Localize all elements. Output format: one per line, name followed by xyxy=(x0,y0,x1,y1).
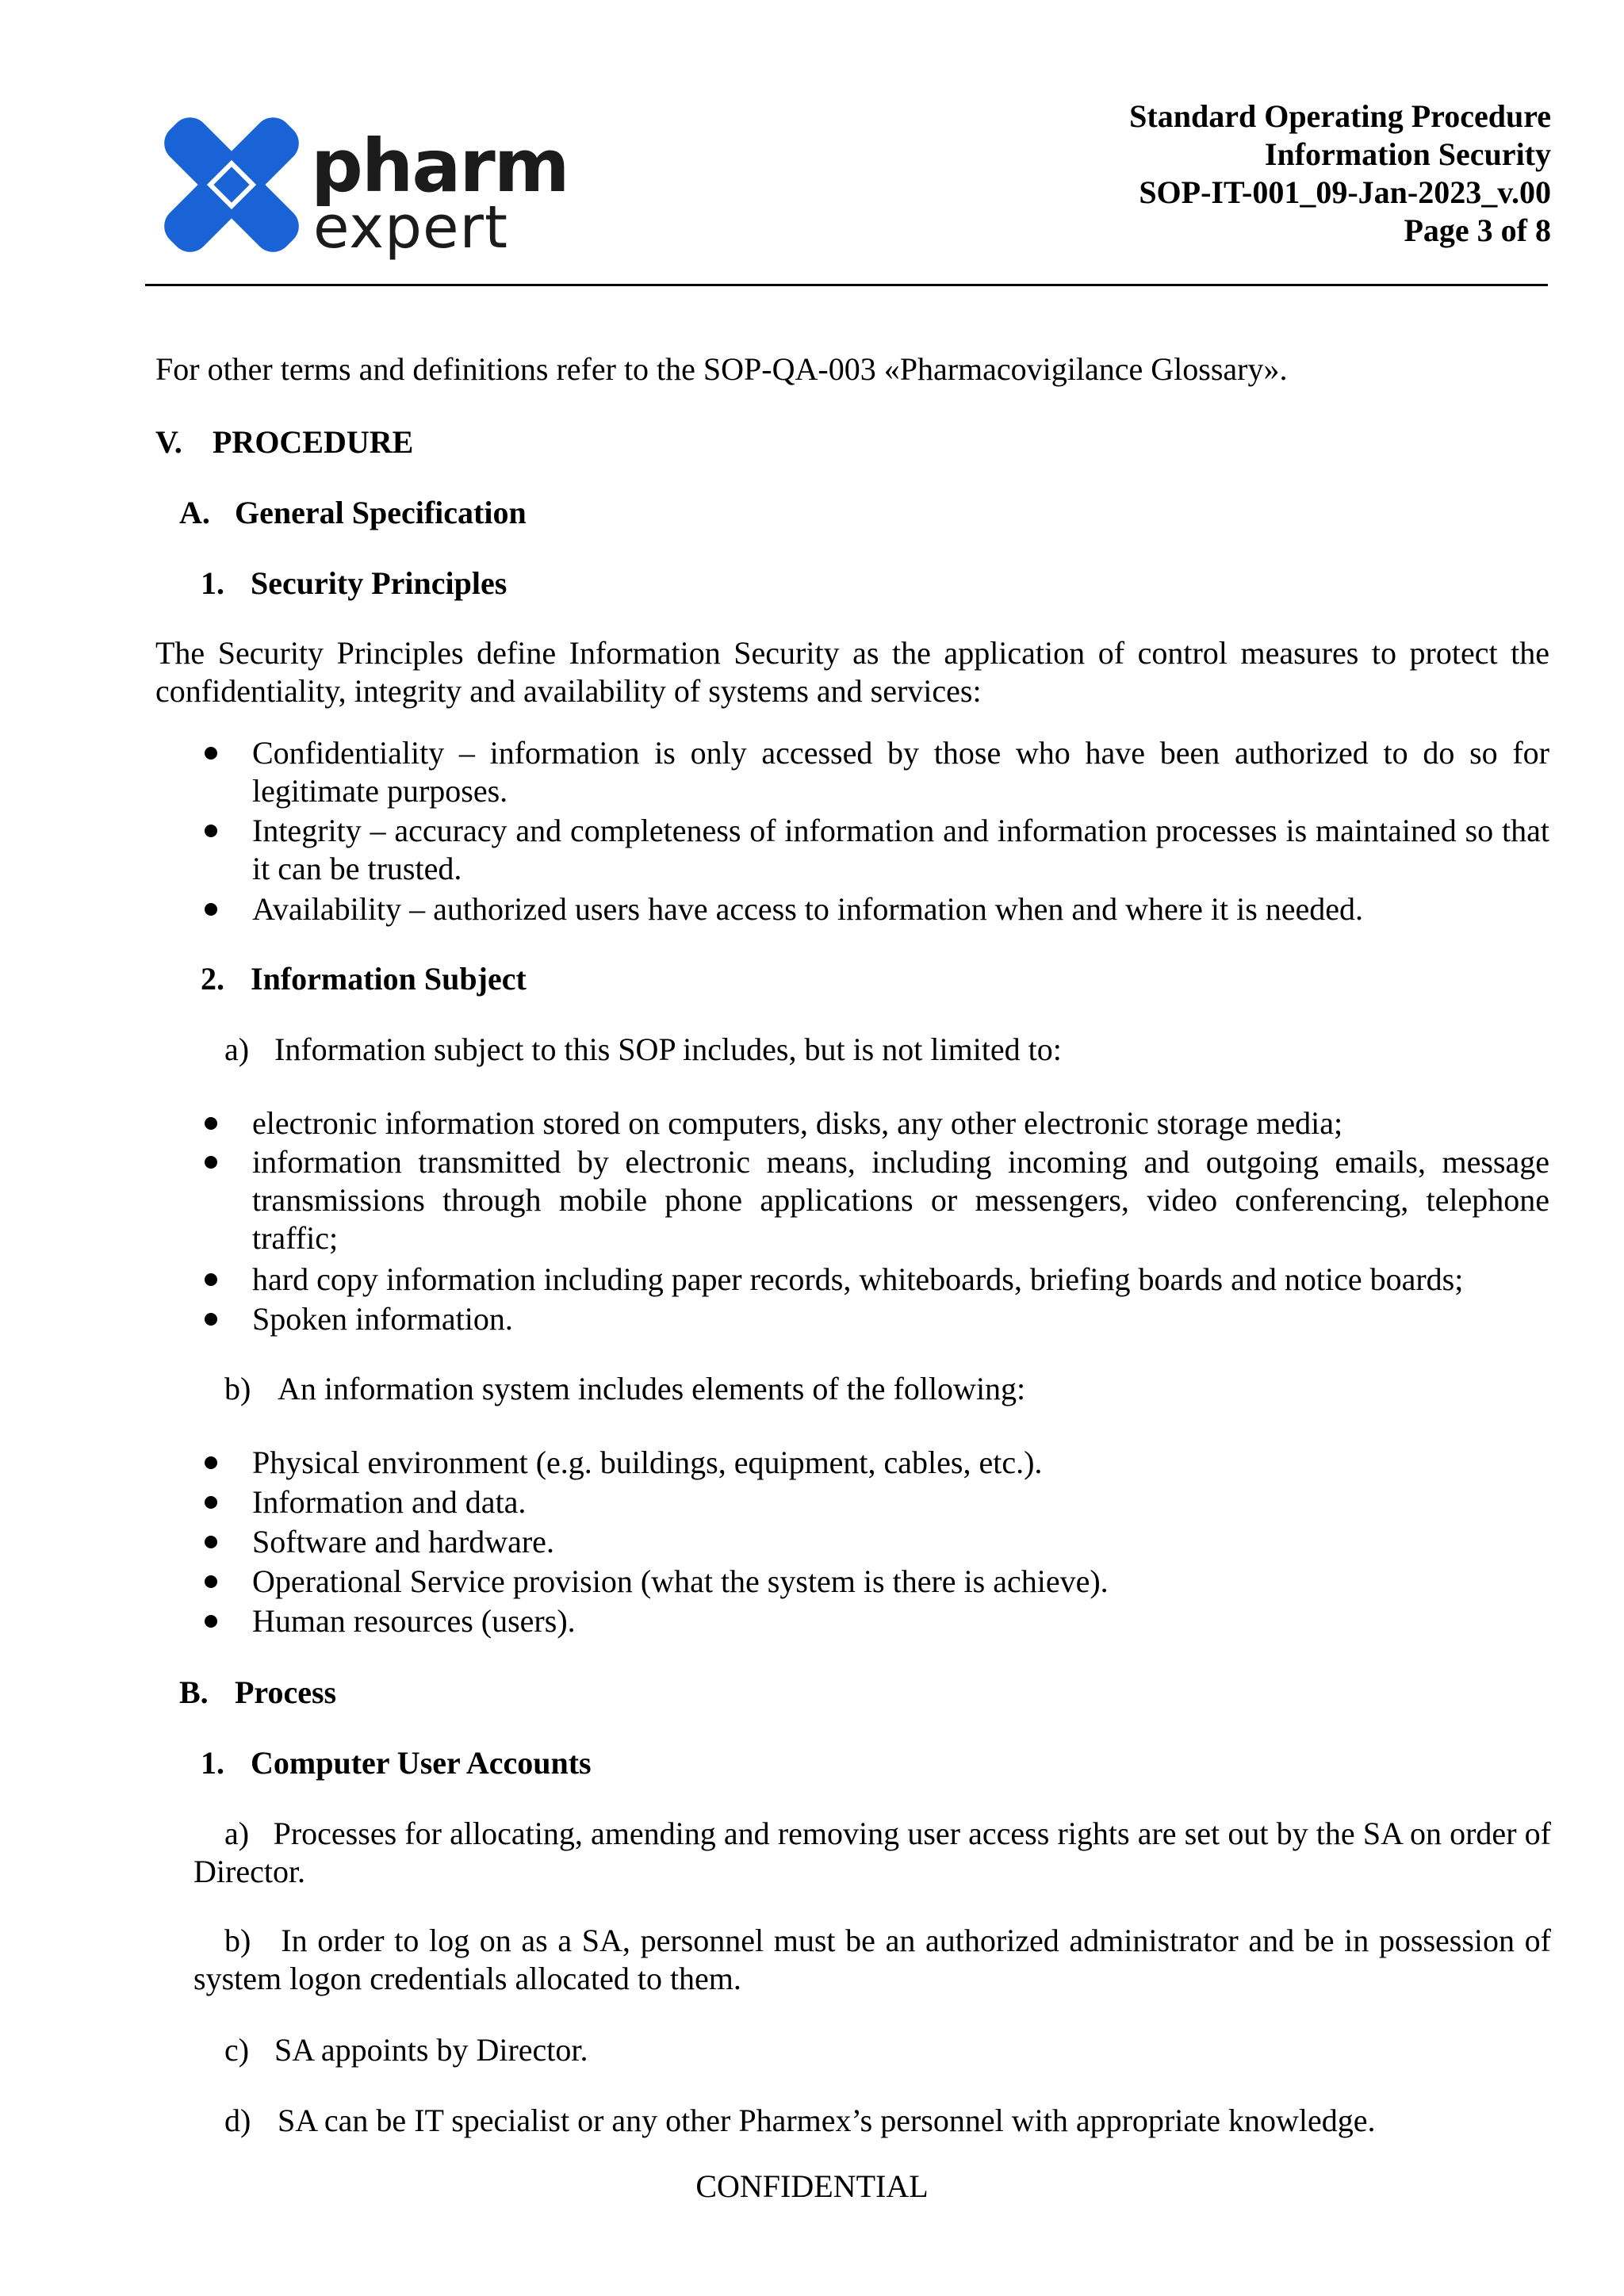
intro-text: For other terms and definitions refer to the SOP-QA-003 «Pharmacovigilance Glossary». xyxy=(155,351,1288,387)
a2-bullet-a-2: information transmitted by electronic means, including incoming and outgoing emails, message transmissions through mobile phone applications or messengers, video conferencing, telephone traffic; xyxy=(252,1144,1549,1256)
a2-number: 2. xyxy=(201,961,224,997)
x-mark-icon xyxy=(152,101,311,268)
a1-paragraph: The Security Principles define Information Security as the application of control measures to protect the confidentiality, integrity and availability of systems and services: xyxy=(155,635,1549,709)
bullet-dot xyxy=(205,1615,217,1628)
a1-bullet-3: Availability – authorized users have access to information when and where it is needed. xyxy=(252,891,1364,927)
a1-number: 1. xyxy=(201,565,224,601)
a2-item-a-text: Information subject to this SOP includes, but is not limited to: xyxy=(274,1031,1062,1067)
a2-bullet-a-1: electronic information stored on computers, disks, any other electronic storage media; xyxy=(252,1105,1343,1141)
a2-bullet-a-3: hard copy information including paper records, whiteboards, briefing boards and notice boards; xyxy=(252,1261,1464,1297)
subsection-b-title: Process xyxy=(235,1674,337,1710)
bullet-dot xyxy=(205,1536,217,1548)
a2-title: Information Subject xyxy=(251,961,527,997)
b1-number: 1. xyxy=(201,1745,224,1781)
a1-title: Security Principles xyxy=(251,565,508,601)
b1-item-a xyxy=(193,1815,1551,1891)
a2-bullet-b-1: Physical environment (e.g. buildings, equipment, cables, etc.). xyxy=(252,1445,1043,1480)
bullet-dot xyxy=(205,1456,217,1469)
doc-title: Information Security xyxy=(1264,136,1551,172)
b1-item-b-label: b) xyxy=(224,1923,251,1958)
bullet-dot xyxy=(205,1575,217,1588)
b1-item-b-text: In order to log on as a SA, personnel must be an authorized administrator and be in possession of system logon credentials allocated to them. xyxy=(193,1923,1551,1996)
header-divider xyxy=(145,284,1548,286)
a2-item-b-label: b) xyxy=(224,1371,251,1406)
b1-item-d-text: SA can be IT specialist or any other Pharmex’s personnel with appropriate knowledge. xyxy=(278,2103,1376,2138)
a1-bullet-1: Confidentiality – information is only accessed by those who have been authorized to do so for legitimate purposes. xyxy=(252,735,1549,809)
section-v-number: V. xyxy=(155,424,182,460)
a2-bullet-b-5: Human resources (users). xyxy=(252,1603,576,1639)
a1-bullet-2: Integrity – accuracy and completeness of information and information processes is maintained so that it can be trusted. xyxy=(252,813,1549,886)
a2-item-a-label: a) xyxy=(224,1031,250,1067)
doc-code: SOP-IT-001_09-Jan-2023_v.00 xyxy=(1139,174,1551,210)
a2-item-b-text: An information system includes elements of the following: xyxy=(278,1371,1026,1406)
bullet-dot xyxy=(205,903,217,916)
a2-bullet-a-4: Spoken information. xyxy=(252,1301,513,1337)
subsection-a-number: A. xyxy=(179,495,210,530)
bullet-dot xyxy=(205,1117,217,1130)
bullet-dot xyxy=(205,825,217,837)
section-v-title: PROCEDURE xyxy=(213,424,414,460)
b1-item-a-text: Processes for allocating, amending and removing user access rights are set out by the SA on order of Director. xyxy=(193,1816,1552,1889)
subsection-a-title: General Specification xyxy=(235,495,527,530)
b1-item-d-label: d) xyxy=(224,2103,251,2138)
bullet-dot xyxy=(205,1156,217,1169)
bullet-dot xyxy=(205,1496,217,1509)
page-number: Page 3 of 8 xyxy=(1404,212,1551,248)
bullet-dot xyxy=(205,1313,217,1326)
b1-title: Computer User Accounts xyxy=(251,1745,592,1781)
a2-bullet-b-3: Software and hardware. xyxy=(252,1524,554,1559)
bullet-dot xyxy=(205,1273,217,1286)
document-header-info xyxy=(1129,98,1551,250)
logo-word-expert: expert xyxy=(313,193,508,262)
b1-item-b xyxy=(193,1922,1551,1998)
confidential-footer: CONFIDENTIAL xyxy=(695,2168,929,2204)
a2-bullet-b-2: Information and data. xyxy=(252,1484,527,1520)
b1-item-a-label: a) xyxy=(224,1816,250,1851)
a2-bullet-b-4: Operational Service provision (what the system is there is achieve). xyxy=(252,1563,1109,1599)
subsection-b-number: B. xyxy=(179,1674,209,1710)
doc-type: Standard Operating Procedure xyxy=(1129,98,1551,134)
bullet-dot xyxy=(205,747,217,760)
b1-item-c-text: SA appoints by Director. xyxy=(274,2032,588,2068)
logo-word-pharm: pharm xyxy=(311,124,569,209)
company-logo xyxy=(152,101,569,268)
b1-item-c-label: c) xyxy=(224,2032,250,2068)
